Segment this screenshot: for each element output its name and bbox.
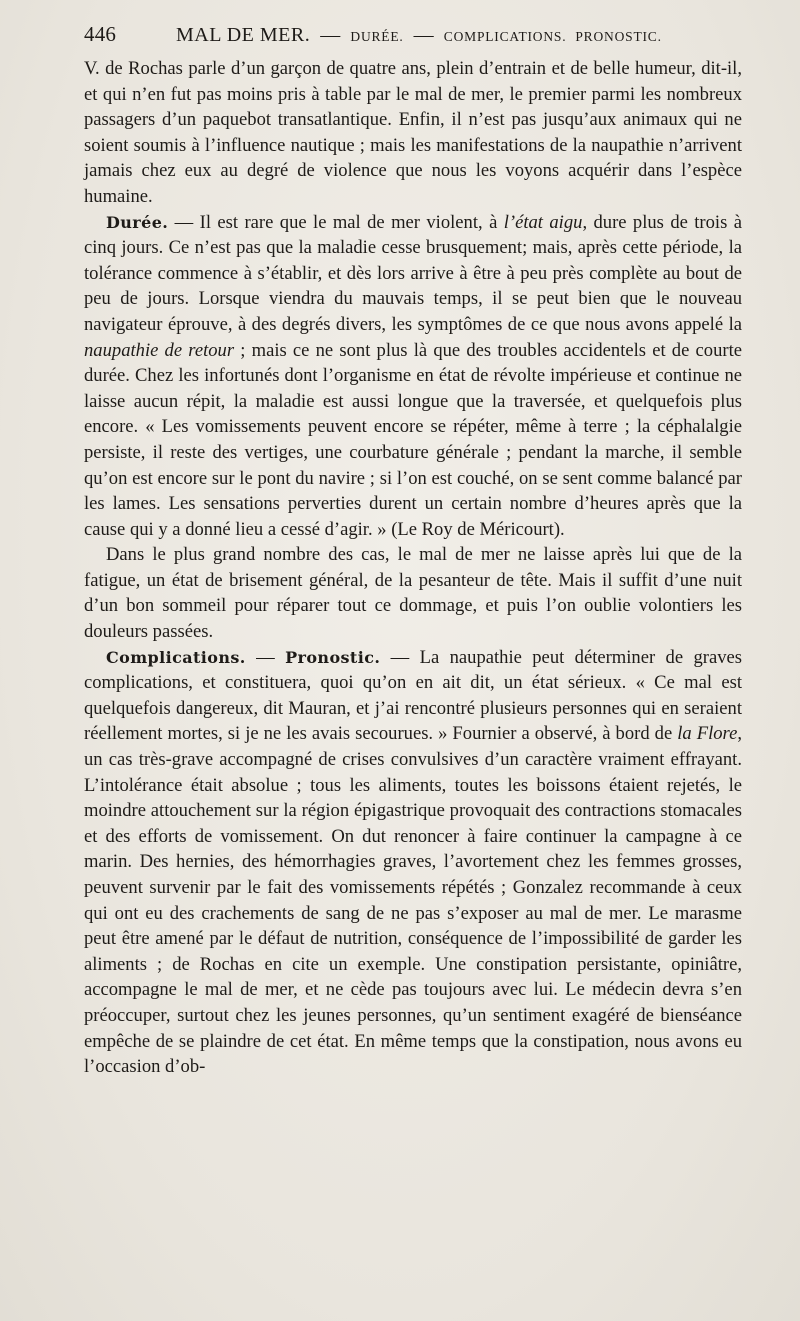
italic-term: l’état aigu <box>503 211 583 233</box>
paragraph-text: ; mais ce ne sont plus là que des troubles accidentels et de courte durée. Chez les infortunés dont l’organisme en état de révolte impérieuse et continue ne laisse aucun répit, la maladie est aussi longue que la traversée, et quelquefois plus encore. « Les vomissements peuvent encore se répéter, même à terre ; la céphalalgie persiste, il reste des vertiges, une courbature générale ; pendant la marche, il semble qu’on est encore sur le pont du navire ; si l’on est couché, on se sent comme balancé par les lames. Les sensations perverties durent un certain nombre d’heures après que la cause qui y a donné lieu a cessé d’agir. » (Le Roy de Méricourt). <box>84 339 742 540</box>
rubric-duree: Durée. <box>106 212 169 232</box>
running-head-section-pronostic: PRONOSTIC. <box>575 29 662 44</box>
rubric-dash: — <box>245 646 286 668</box>
running-head-section-complications: COMPLICATIONS. <box>443 29 567 44</box>
paragraph-rochas: V. de Rochas parle d’un garçon de quatre ans, plein d’entrain et de belle humeur, dit-il, et qui n’en fut pas moins pris à table par le mal de mer, le premier parmi les nombreux passagers d’un paquebot transatlantique. Enfin, il n’est pas jusqu’aux animaux qui ne soient soumis à l’influence nautique ; mais les manifestations de la naupathie n’arrivent jamais chez eux au degré de violence que nous les voyons acquérir dans l’espèce humaine. <box>84 58 742 207</box>
paragraph-duree <box>84 210 742 543</box>
paragraph-complications <box>84 645 742 1080</box>
paragraph-text: , dure plus de trois à cinq jours. Ce n’est pas que la maladie cesse brusquement; mais, après cette période, la tolérance commence à s’établir, et dès lors arrive à être à peu près complète au bout de peu de jours. Lorsque viendra du mauvais temps, il se peut bien que le nouveau navigateur éprouve, à des degrés divers, les symptômes de ce que nous avons appelé la <box>84 211 742 335</box>
rubric-pronostic: Pronostic. <box>285 647 381 667</box>
body-text <box>84 56 742 1080</box>
page-number: 446 <box>84 22 117 46</box>
italic-term: naupathie de retour <box>84 339 235 361</box>
running-head-title: MAL DE MER. <box>176 24 311 46</box>
paragraph-text: — Il est rare que le mal de mer violent, à <box>168 211 504 233</box>
italic-ship-name: la Flore <box>677 723 738 745</box>
paragraph-text: — La naupathie peut déterminer de graves complications, et constituera, quoi qu’on en ait dit, un état sérieux. « Ce mal est quelquefois dangereux, dit Mauran, et j’ai rencontré plusieurs personnes qui en seraient réellement mortes, si je ne les avais secourues. » Fournier a observé, à bord de <box>84 646 742 745</box>
running-head-dash: — <box>413 24 434 46</box>
paragraph-fatigue: Dans le plus grand nombre des cas, le mal de mer ne laisse après lui que de la fatigue, un état de brisement général, de la pesanteur de tête. Mais il suffit d’une nuit d’un bon sommeil pour réparer tout ce dommage, et puis l’on oublie volontiers les douleurs passées. <box>84 544 742 643</box>
paragraph-text: , un cas très-grave accompagné de crises convulsives d’un caractère vraiment effrayant. L’intolérance était absolue ; tous les aliments, toutes les boissons étaient rejetés, le moindre attouchement sur la région épigastrique provoquait des contractions stomacales et des efforts de vomissement. On dut renoncer à faire continuer la campagne à ce marin. Des hernies, des hémorrhagies graves, l’avortement chez les femmes grosses, peuvent survenir par le fait des vomissements répétés ; Gonzalez recommande à ceux qui ont eu des crachements de sang de ne pas s’exposer au mal de mer. Le marasme peut être amené par le défaut de nutrition, conséquence de l’impossibilité de garder les aliments ; de Rochas en cite un exemple. Une constipation persistante, opiniâtre, accompagne le mal de mer, et ne cède pas toujours avec lui. Le médecin devra s’en préoccuper, surtout chez les jeunes personnes, qu’un sentiment exagéré de bienséance empêche de se plaindre de cet état. En même temps que la constipation, nous avons eu l’occasion d’ob- <box>84 723 742 1078</box>
running-head-section-duree: DURÉE. <box>350 29 404 44</box>
running-head-dash: — <box>320 24 341 46</box>
rubric-complications: Complications. <box>106 647 246 667</box>
running-head <box>84 22 742 56</box>
